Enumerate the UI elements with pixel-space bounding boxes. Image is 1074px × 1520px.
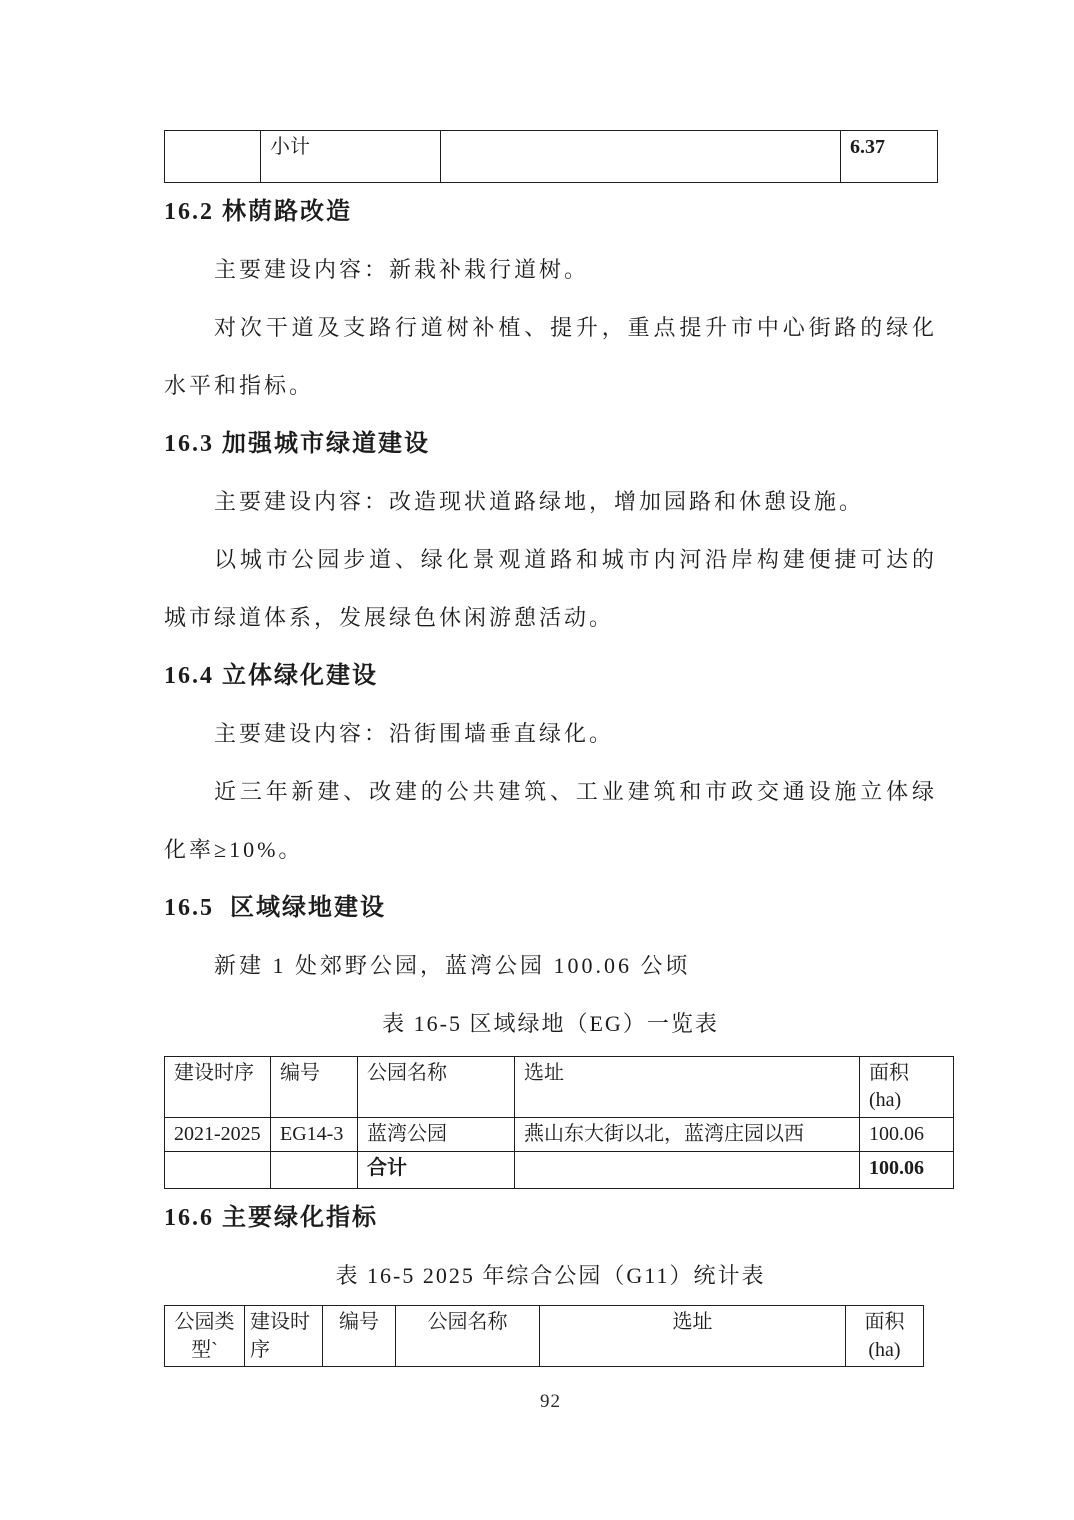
col-header-area <box>860 1057 954 1118</box>
table-cell-subtotal-label: 小计 <box>261 131 441 183</box>
page-number: 92 <box>540 1391 561 1412</box>
table-caption-eg: 表 16-5 区域绿地（EG）一览表 <box>382 1011 719 1036</box>
col-header-code: 编号 <box>271 1057 358 1118</box>
table-caption-g11: 表 16-5 2025 年综合公园（G11）统计表 <box>335 1263 766 1288</box>
subtotal-table <box>164 130 938 183</box>
section-heading-16-6: 16.6 主要绿化指标 <box>164 1205 378 1231</box>
table-cell-empty <box>441 131 841 183</box>
col-header-construction-period: 建设时序 <box>165 1057 271 1118</box>
col-header-park-name: 公园名称 <box>396 1306 540 1367</box>
col-header-area <box>846 1306 924 1367</box>
cell-park-name: 蓝湾公园 <box>358 1118 515 1152</box>
cell-empty <box>165 1152 271 1189</box>
col-header-park-type: 公园类型` <box>165 1306 245 1367</box>
cell-empty <box>271 1152 358 1189</box>
eg-greenspace-table <box>164 1056 954 1189</box>
table-row <box>165 131 938 183</box>
table-header-row <box>165 1057 954 1118</box>
col-header-construction-period: 建设时序 <box>245 1306 323 1367</box>
table-row <box>165 1118 954 1152</box>
table-cell-subtotal-value: 6.37 <box>841 131 938 183</box>
cell-code: EG14-3 <box>271 1118 358 1152</box>
col-header-location: 选址 <box>540 1306 846 1367</box>
section-heading-16-4: 16.4 立体绿化建设 <box>164 663 378 689</box>
cell-period: 2021-2025 <box>165 1118 271 1152</box>
area-unit: (ha) <box>869 1089 902 1111</box>
cell-total-area: 100.06 <box>860 1152 954 1189</box>
paragraph: 主要建设内容：改造现状道路绿地，增加园路和休憩设施。 <box>214 489 865 514</box>
section-heading-16-5: 16.5 区域绿地建设 <box>164 895 386 921</box>
cell-empty <box>515 1152 860 1189</box>
section-heading-16-2: 16.2 林荫路改造 <box>164 199 352 225</box>
paragraph: 主要建设内容：新栽补栽行道树。 <box>214 257 590 282</box>
paragraph: 对次干道及支路行道树补植、提升，重点提升市中心街路的绿化水平和指标。 <box>164 315 937 398</box>
area-label: 面积 <box>869 1062 909 1084</box>
g11-park-table <box>164 1305 924 1367</box>
table-total-row <box>165 1152 954 1189</box>
table-header-row <box>165 1306 924 1367</box>
col-header-park-name: 公园名称 <box>358 1057 515 1118</box>
cell-area: 100.06 <box>860 1118 954 1152</box>
paragraph: 近三年新建、改建的公共建筑、工业建筑和市政交通设施立体绿化率≥10%。 <box>164 779 937 862</box>
col-header-location: 选址 <box>515 1057 860 1118</box>
area-unit: (ha) <box>868 1339 901 1361</box>
cell-total-label: 合计 <box>358 1152 515 1189</box>
cell-location: 燕山东大街以北，蓝湾庄园以西 <box>515 1118 860 1152</box>
paragraph: 以城市公园步道、绿化景观道路和城市内河沿岸构建便捷可达的城市绿道体系，发展绿色休闲游憩活动。 <box>164 547 937 630</box>
section-heading-16-3: 16.3 加强城市绿道建设 <box>164 431 430 457</box>
paragraph: 新建 1 处郊野公园，蓝湾公园 100.06 公顷 <box>214 953 691 978</box>
paragraph: 主要建设内容：沿街围墙垂直绿化。 <box>214 721 615 746</box>
area-label: 面积 <box>864 1311 905 1333</box>
col-header-code: 编号 <box>323 1306 396 1367</box>
table-cell-empty <box>165 131 261 183</box>
